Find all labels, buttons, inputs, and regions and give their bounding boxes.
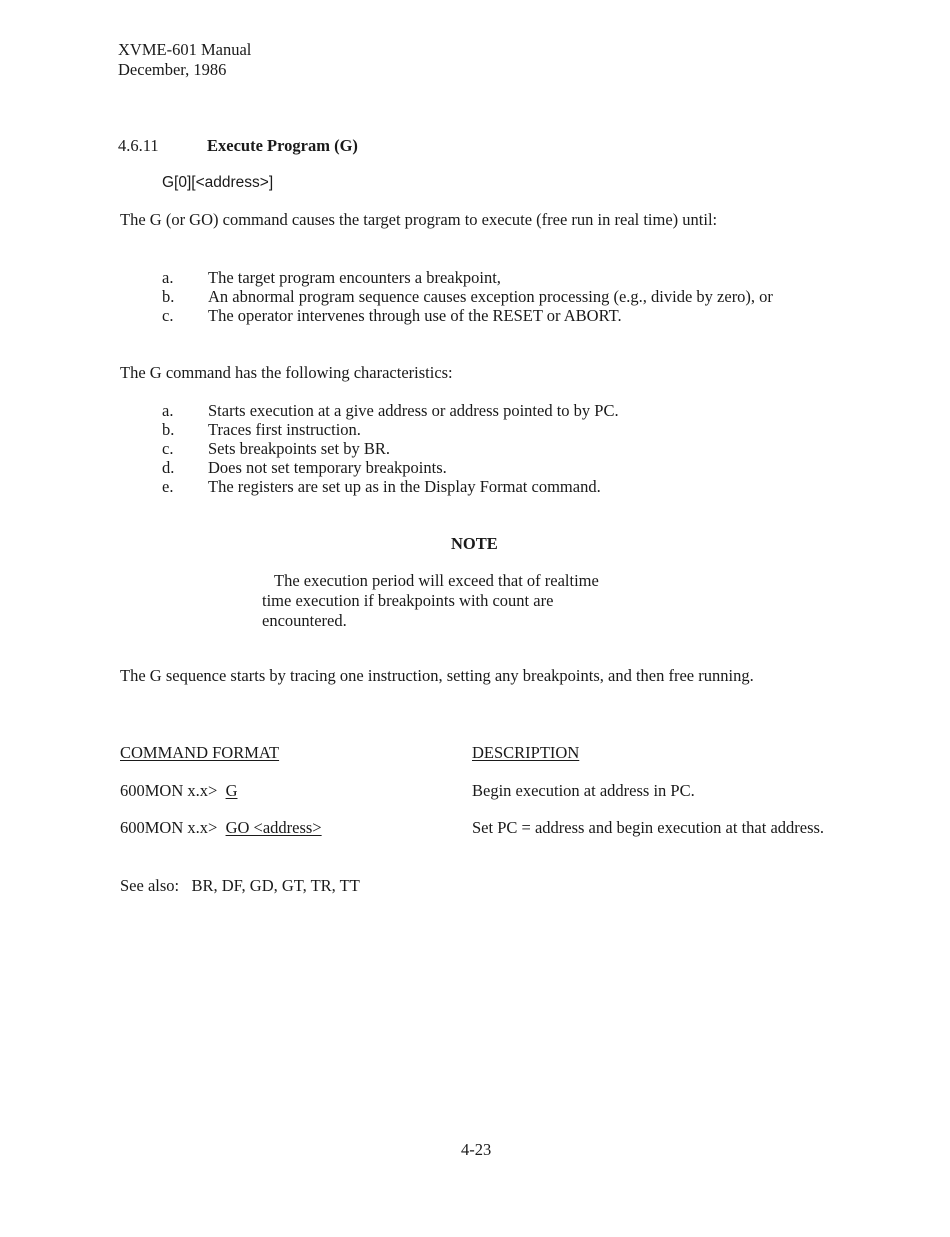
list-text: The registers are set up as in the Display Format command.	[208, 477, 601, 496]
list-marker: b.	[162, 287, 175, 306]
intro-paragraph: The G (or GO) command causes the target program to execute (free run in real time) until:	[120, 210, 718, 229]
command-row	[120, 781, 237, 801]
list-marker: a.	[162, 268, 174, 287]
list-text: Traces first instruction.	[208, 420, 361, 439]
list-marker: c.	[162, 306, 174, 325]
list-item	[120, 401, 832, 420]
manual-title: XVME-601 Manual	[118, 40, 252, 59]
list-item	[120, 420, 832, 439]
list-text: Sets breakpoints set by BR.	[208, 439, 390, 458]
list-text: An abnormal program sequence causes exception processing (e.g., divide by zero), or	[208, 287, 773, 306]
section-number: 4.6.11	[118, 136, 159, 155]
list-marker: d.	[162, 458, 175, 477]
command-format-header: COMMAND FORMAT	[120, 743, 280, 762]
list-text: The operator intervenes through use of the RESET or ABORT.	[208, 306, 622, 325]
note-line: encountered.	[262, 611, 347, 630]
list-item	[120, 287, 832, 306]
command-prompt: 600MON x.x>	[120, 781, 218, 800]
manual-date: December, 1986	[118, 60, 227, 79]
page-number: 4-23	[461, 1140, 492, 1159]
command-text: GO <address>	[225, 818, 322, 837]
see-also-label: See also:	[120, 876, 180, 895]
list-text: Starts execution at a give address or address pointed to by PC.	[208, 401, 619, 420]
list-item	[120, 306, 832, 325]
characteristics-intro: The G command has the following characteristics:	[120, 363, 453, 382]
note-line: The execution period will exceed that of realtime	[274, 571, 599, 590]
list-item	[120, 268, 832, 287]
list-item	[120, 477, 832, 496]
list-item	[120, 458, 832, 477]
see-also	[120, 876, 360, 896]
command-description: Begin execution at address in PC.	[472, 781, 695, 800]
stop-conditions-list	[120, 268, 832, 325]
section-title: Execute Program (G)	[207, 136, 358, 155]
note-body	[262, 571, 599, 631]
command-row	[120, 818, 322, 838]
see-also-value: BR, DF, GD, GT, TR, TT	[191, 876, 360, 895]
list-text: The target program encounters a breakpoint,	[208, 268, 501, 287]
list-marker: b.	[162, 420, 175, 439]
list-text: Does not set temporary breakpoints.	[208, 458, 447, 477]
sequence-paragraph: The G sequence starts by tracing one instruction, setting any breakpoints, and then free running.	[120, 666, 754, 685]
list-marker: c.	[162, 439, 174, 458]
description-header: DESCRIPTION	[472, 743, 580, 762]
command-description: Set PC = address and begin execution at that address.	[472, 818, 825, 837]
command-text: G	[225, 781, 238, 800]
list-marker: a.	[162, 401, 174, 420]
document-header	[118, 40, 251, 80]
command-syntax: G[0][<address>]	[162, 174, 274, 191]
command-prompt: 600MON x.x>	[120, 818, 218, 837]
note-title: NOTE	[451, 534, 498, 553]
list-marker: e.	[162, 477, 174, 496]
note-line: time execution if breakpoints with count are	[262, 591, 554, 610]
characteristics-list	[120, 401, 832, 496]
list-item	[120, 439, 832, 458]
